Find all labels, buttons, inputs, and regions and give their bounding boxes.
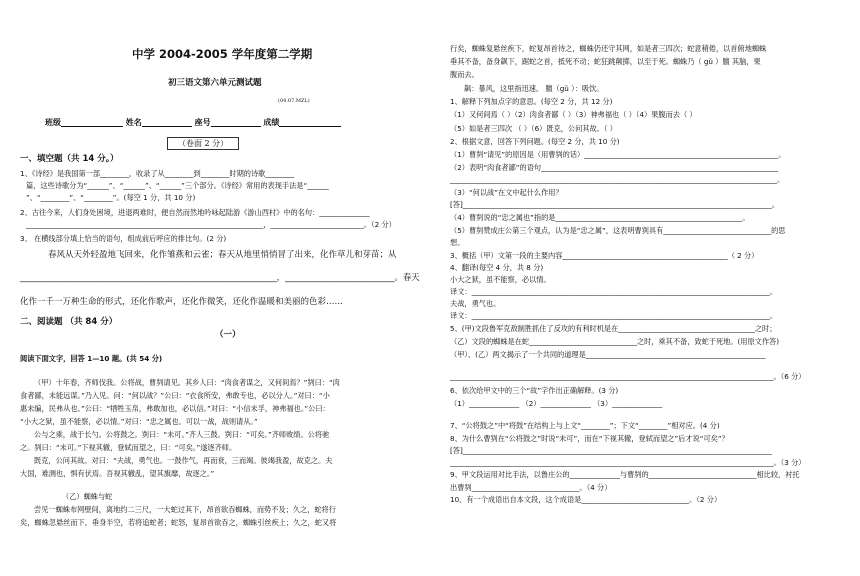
r-q9-2: 出曹刿______________________________。（4 分） — [450, 483, 612, 492]
exam-code: (04.07.MZL) — [278, 98, 310, 104]
neatness-box: （卷面 2 分） — [167, 137, 239, 150]
passage-a-line-7: 既克，公问其故。对曰：“夫战，勇气也。一鼓作气，再而衰，三而竭。彼竭我盈，故克之。夫 — [34, 456, 333, 465]
r-q6-prompt: 6、依次给甲文中的三个“故”字作出正确解释。(3 分) — [450, 386, 619, 395]
r-q5-1: 5、(甲)文段鲁军克敌制胜抓住了反攻的有利时机是在______________________________________之时； — [450, 324, 777, 333]
r-q4-translation-2: 译文：___________________________________________________________________________________。 — [450, 311, 778, 320]
r-q2-2-cont: ___________________________________________________________________________________________。 — [450, 175, 785, 184]
r-q2-3: （3）“何以战”在文中起什么作用？ — [450, 188, 563, 197]
score-label: 成绩 — [263, 118, 280, 127]
r-q2-5: （5）曹刿赞成庄公第三个观点，认为是“忠之属”，这表明曹刿具有______________________________的思 — [450, 226, 786, 235]
r-q5-4: __________________________________________________________________________________________。（6 分） — [450, 372, 806, 381]
r-q4-sentence-2: 夫战，勇气也。 — [450, 299, 501, 308]
section-2-title: 二、阅读题 （共 84 分） — [20, 317, 118, 327]
q1-line-1: 1、《诗经》是我国第一部________，收录了从________到________时期的诗歌________ — [20, 169, 295, 178]
passage-a-line-4: “小大之狱，虽不能察，必以情。”对曰：“忠之属也。可以一战，战则请从。” — [20, 417, 258, 426]
r-q8-answer-cont: __________________________________________________________________________________________。（3 分） — [450, 458, 806, 467]
r-q2-3-answer: [答]______________________________________________________________________________________。 — [450, 200, 780, 209]
r-q4-sentence-1: 小大之狱，虽不能察，必以情。 — [450, 275, 551, 284]
passage-a-line-3: 惠未编，民弗从也。”公曰：“牺牲玉帛，弗敢加也，必以信。”对曰：“小信未孚，神弗福也。”公曰： — [20, 404, 330, 413]
r-q2-4: （4）曹刿说的“忠之属也”指的是____________________________________________________。 — [450, 213, 750, 222]
q3-passage-3: 化作一千一万种生命的形式，还化作歌声，还化作微笑，还化作温暖和美丽的色彩…… — [20, 297, 344, 307]
passage-a-line-1: （甲）十年春，齐师伐我。公将战，曹刿请见。其乡人曰：“肉食者谋之，又何间焉？”刿曰：“肉 — [34, 378, 340, 387]
q2-line-1: 2、古往今来，人们身处困境，进退两难时，便自然而然地吟咏起陆游《游山西村》中的名句：______________ — [20, 208, 370, 217]
r-q1-items-1: （1）又何间焉（ ）（2）肉食者鄙（ ）（3）神弗福也（ ）（4）果腹而去（ ） — [450, 110, 697, 119]
r-q2-1: （1）曹刿“请见”的原因是（用曹刿的话）______________________________________________________。 — [450, 150, 786, 159]
r-q1-items-2: （5）如是者三四次 （ ）（6）既克，公问其故。（ ） — [450, 124, 617, 133]
section-2-part-1: （一） — [215, 330, 241, 340]
name-blank[interactable] — [142, 119, 192, 127]
passage-b-line-4: 垂其不备，备身飙下，踞蛇之首，抵死不动；蛇狂跳颠掷，以至于死。蜘蛛乃（ gǔ ）膻 其脑，果 — [450, 57, 761, 66]
seat-label: 座号 — [194, 118, 211, 127]
passage-a-line-2: 食者鄙，未能远谋。”乃入见。问：“何以战？”公曰：“衣食所安，弗敢专也，必以分人。”对曰：“小 — [20, 391, 330, 400]
exam-subtitle: 初三语文第六单元测试题 — [168, 78, 262, 88]
passage-b-title: （乙）蜘蛛与蛇 — [62, 492, 113, 501]
r-q10: 10、有一个成语出自本文段，这个成语是______________________________。（2 分） — [450, 495, 722, 504]
class-blank[interactable] — [61, 119, 123, 127]
r-q2-prompt: 2、根据文意，回答下列问题。(每空 2 分，共 10 分) — [450, 137, 620, 146]
r-q5-2: （乙）文段的蜘蛛是在蛇______________________________之时，乘其不备，致蛇于死地。(用原文作答) — [450, 337, 780, 346]
passage-b-notes: 飙：暴风，这里指迅速。 膻（gǔ ）：吸饮。 — [464, 84, 604, 93]
r-q8-answer: [答]______________________________________________________________________________________ — [450, 446, 772, 455]
section-1-title: 一、填空题（共 14 分。） — [20, 154, 119, 164]
q3-prompt: 3、 在横线部分填上恰当的语句，组成前后呼应的排比句。(2 分) — [20, 234, 227, 243]
r-q9-1: 9、甲文段运用对比手法，以鲁庄公的______________与曹刿的______________________________相比较，衬托 — [450, 470, 800, 479]
r-q4-prompt: 4、翻译(每空 4 分，共 8 分) — [450, 263, 544, 272]
r-q2-2: （2）表明“肉食者鄙”的语句__________________________________________________________________ — [450, 163, 779, 172]
r-q4-translation-1: 译文：___________________________________________________________________________________。 — [450, 287, 778, 296]
r-q5-3: （甲）、(乙）两文揭示了一个共同的道理是__________________________________________________ — [450, 350, 766, 359]
student-info-row — [45, 118, 341, 127]
seat-blank[interactable] — [211, 119, 261, 127]
exam-title: 中学 2004-2005 学年度第二学期 — [132, 47, 313, 61]
passage-a-line-5: 公与之乘，战于长勺。公将鼓之。刿曰：“未可。”齐人三鼓。刿曰：“可矣。”齐师败绩。公将驰 — [34, 430, 330, 439]
passage-b-line-1: 尝见一蜘蛛布网壁间，离地约二三尺，一大蛇过其下，昂首欲吞蜘蛛，而势不及；久之，蛇将行 — [34, 505, 336, 514]
r-q7: 7、“公将鼓之”中“将鼓”在结构上与上文“________”；下文“________”相对应。(4 分) — [450, 421, 720, 430]
passage-a-line-8: 大国，难测也，惧有伏焉。吾视其辙乱，望其旗靡，故逐之。” — [20, 469, 215, 478]
passage-b-line-5: 腹而去。 — [450, 70, 479, 79]
name-label: 姓名 — [125, 118, 142, 127]
q3-passage-2: _____________________________________________________________，__________________________。春天 — [20, 273, 420, 283]
q2-line-2: __________________________________________________________________，__________________________。（2 分） — [26, 220, 396, 229]
q3-passage-1: 春风从天外轻盈地飞回来，化作雏燕和云雀；春天从地里悄悄冒了出来，化作草儿和芽苗；从 — [48, 250, 397, 260]
q1-line-2: 篇，这些诗歌分为“______”、“______”、“______”三个部分。《诗经》常用的表现手法是“______ — [26, 181, 329, 190]
r-q8: 8、为什么曹刿在“公将鼓之”时说“未可”，而在“下视其辙，登轼而望之”后才说“可矣”？ — [450, 434, 729, 443]
passage-a-line-6: 之。刿曰：“未可。”下视其辙，登轼而望之，曰：“可矣。”遂逐齐师。 — [20, 443, 237, 452]
score-blank[interactable] — [279, 119, 341, 127]
reading-instruction: 阅读下面文字，回答 1—10 题。(共 54 分) — [20, 354, 163, 363]
class-label: 班级 — [45, 118, 61, 127]
r-q6-blanks: （1）______________ （2）______________ （3）______________ — [450, 399, 663, 408]
q1-line-3: ”、“________”、“________”。(每空 1 分，共 10 分) — [26, 193, 196, 202]
passage-b-line-3: 行矣，蜘蛛复悬丝疾下，蛇复昂首待之，蜘蛛仍还守其网，如是者三四次；蛇意稍倦，以首俯地蜘蛛 — [450, 44, 767, 53]
r-q2-5-cont: 想。 — [450, 238, 465, 247]
r-q1-prompt: 1、解释下列加点字的意思。(每空 2 分，共 12 分) — [450, 97, 613, 106]
r-q3: 3、概括（甲）文第一段的主要内容______________________________________________（ 2 分） — [450, 251, 759, 260]
passage-b-line-2: 矣，蜘蛛忽悬丝而下，垂身半空，若将追蛇者；蛇怒，复昂首欲吞之，蜘蛛引丝疾上；久之，蛇又将 — [20, 518, 337, 527]
